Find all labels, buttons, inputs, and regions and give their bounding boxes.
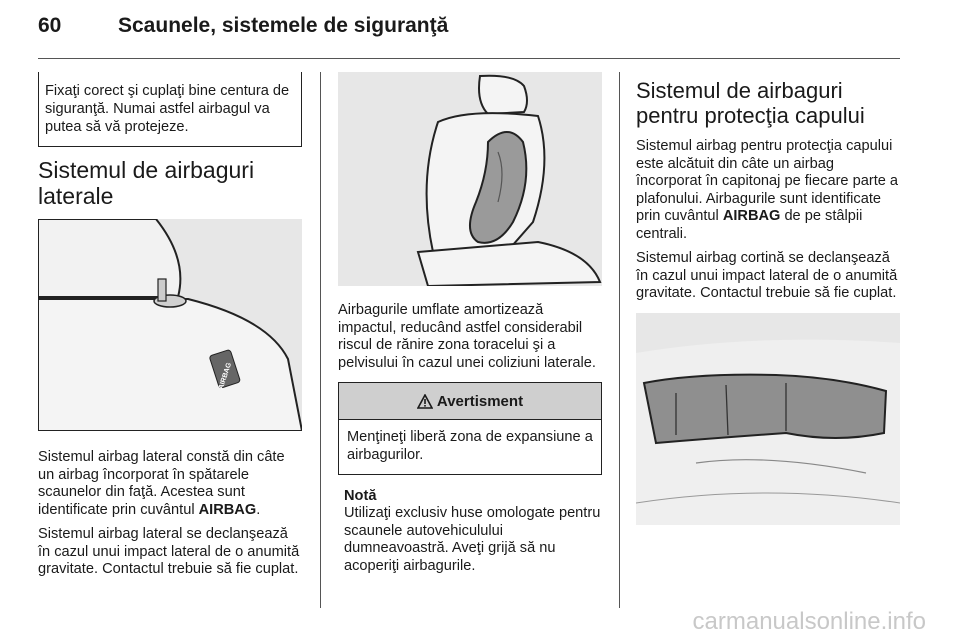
curtain-airbag-illustration bbox=[636, 313, 900, 525]
page-header bbox=[38, 14, 448, 48]
header-rule bbox=[38, 58, 900, 59]
seatbelt-note-box: Fixaţi corect şi cuplaţi bine centura de siguranţă. Numai astfel airbagul va putea să vă protejeze. bbox=[38, 72, 302, 147]
column-3 bbox=[636, 72, 900, 525]
curtain-airbag-paragraph-2: Sistemul airbag cortină se declanşează în cazul unui impact lateral de o anumită gravitate. Contactul trebuie să fie cuplat. bbox=[636, 250, 898, 301]
note-title: Notă bbox=[344, 488, 377, 504]
inflated-airbag-paragraph: Airbagurile umflate amortizează impactul, reducând astfel considerabil riscul de rănire zona toracelui şi a pelvisului în cazul unei coliziuni laterale. bbox=[338, 302, 596, 371]
column-1 bbox=[38, 72, 302, 586]
note-body: Utilizaţi exclusiv huse omologate pentru scaunele autovehiculului dumneavoastră. Aveţi grijă să nu acoperiţi airbagurile. bbox=[344, 505, 601, 574]
curtain-airbag-paragraph-1: Sistemul airbag pentru protecţia capului este alcătuit din câte un airbag încorporat în capitonaj pe fiecare parte a plafonului. Airbagurile sunt identificate prin cuvântul AIRBAG de pe stâlpii centrali. bbox=[636, 138, 899, 242]
side-airbag-heading: Sistemul de airbaguri laterale bbox=[38, 157, 255, 209]
seat-with-airbag-drawing bbox=[338, 72, 602, 286]
airbag-badge: AIRBAG bbox=[217, 361, 233, 391]
curtain-airbag-drawing bbox=[636, 313, 900, 525]
side-airbag-illustration bbox=[38, 219, 302, 431]
column-divider-2 bbox=[619, 72, 620, 608]
seat-backrest-drawing bbox=[38, 219, 302, 431]
inflated-side-airbag-illustration bbox=[338, 72, 602, 286]
column-divider-1 bbox=[320, 72, 321, 608]
warning-title: Avertisment bbox=[436, 392, 524, 410]
warning-triangle-icon bbox=[417, 394, 433, 409]
column-2 bbox=[338, 72, 602, 575]
page-number: 60 bbox=[38, 14, 62, 37]
watermark: carmanualsonline.info bbox=[692, 608, 926, 635]
side-airbag-paragraph-1: Sistemul airbag lateral constă din câte un airbag încorporat în spătarele scaunelor din faţă. Acestea sunt identificate prin cuvântul AIRBAG. bbox=[38, 449, 285, 518]
chapter-title: Scaunele, sistemele de siguranţă bbox=[118, 14, 449, 37]
warning-box bbox=[338, 382, 602, 475]
warning-body: Menţineţi liberă zona de expansiune a airbagurilor. bbox=[347, 429, 593, 463]
warning-header bbox=[339, 383, 601, 420]
side-airbag-paragraph-2: Sistemul airbag lateral se declanşează în cazul unui impact lateral de o anumită gravitate. Contactul trebuie să fie cuplat. bbox=[38, 526, 300, 577]
curtain-airbag-heading: Sistemul de airbaguri pentru protecţia capului bbox=[636, 78, 865, 128]
